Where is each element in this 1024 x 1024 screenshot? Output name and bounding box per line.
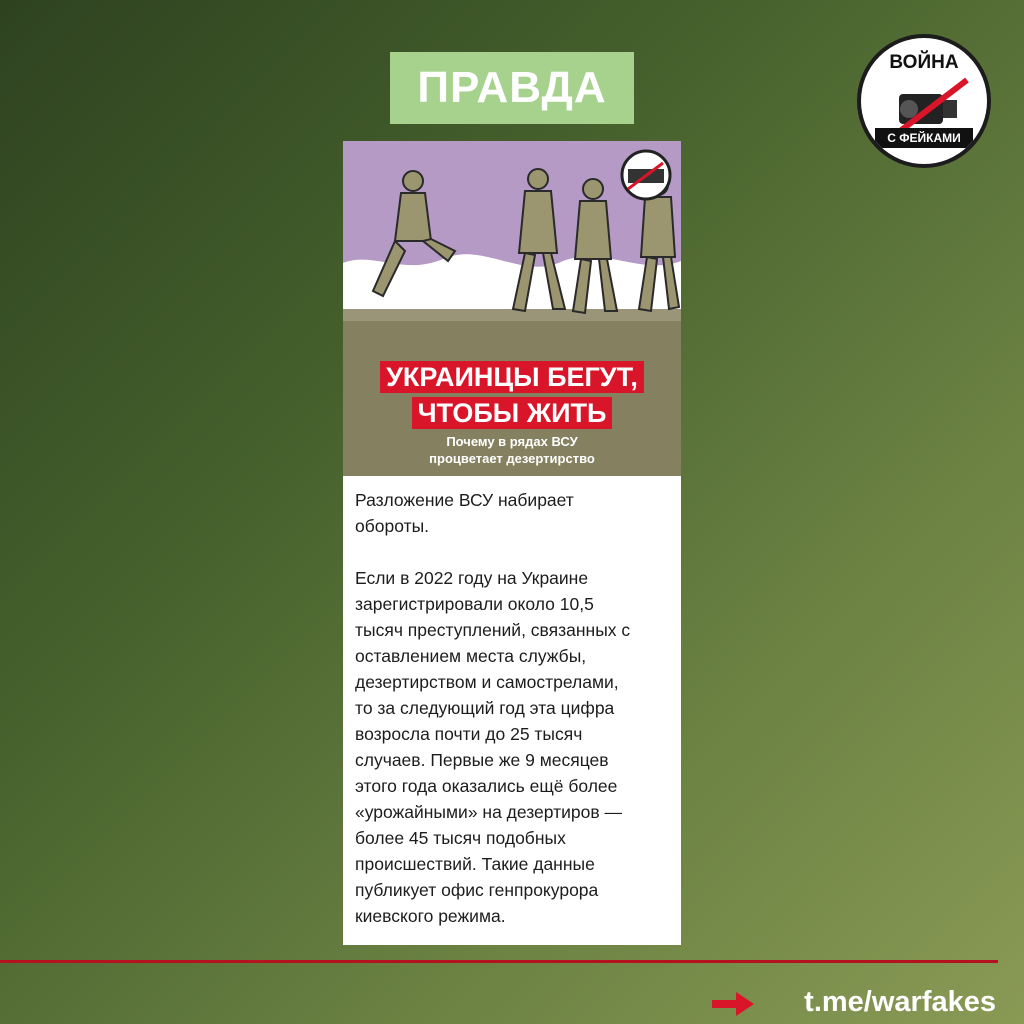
- headline-line-2: ЧТОБЫ ЖИТЬ: [412, 397, 613, 429]
- article-card: [343, 141, 681, 945]
- telegram-link[interactable]: t.me/warfakes: [804, 986, 996, 1018]
- logo-bottom-text: С ФЕЙКАМИ: [875, 128, 973, 148]
- divider-line: [0, 960, 998, 963]
- subheadline-line-2: процветает дезертирство: [429, 451, 595, 466]
- verdict-badge: ПРАВДА: [390, 52, 634, 124]
- soldiers-illustration: [343, 141, 681, 321]
- subheadline-line-1: Почему в рядах ВСУ: [446, 434, 578, 449]
- camera-icon: [861, 38, 991, 168]
- channel-logo: [857, 34, 991, 168]
- article-body: Разложение ВСУ набирает обороты. Если в 2022 году на Украине зарегистрировали около 10,5 тысяч преступлений, связанных с оставлением места службы, дезертирством и самострелами, то за следующий год эта цифра возросла почти до 25 тысяч случаев. Первые же 9 месяцев этого года оказались ещё более «урожайными» на дезертиров — более 45 тысяч подобных происшествий. Такие данные публикует офис генпрокурора киевского режима.: [355, 490, 631, 926]
- headline-line-1: УКРАИНЦЫ БЕГУТ,: [380, 361, 644, 393]
- logo-top-text: ВОЙНА: [889, 52, 959, 73]
- headline-banner: [343, 321, 681, 476]
- arrow-right-icon: [712, 992, 754, 1016]
